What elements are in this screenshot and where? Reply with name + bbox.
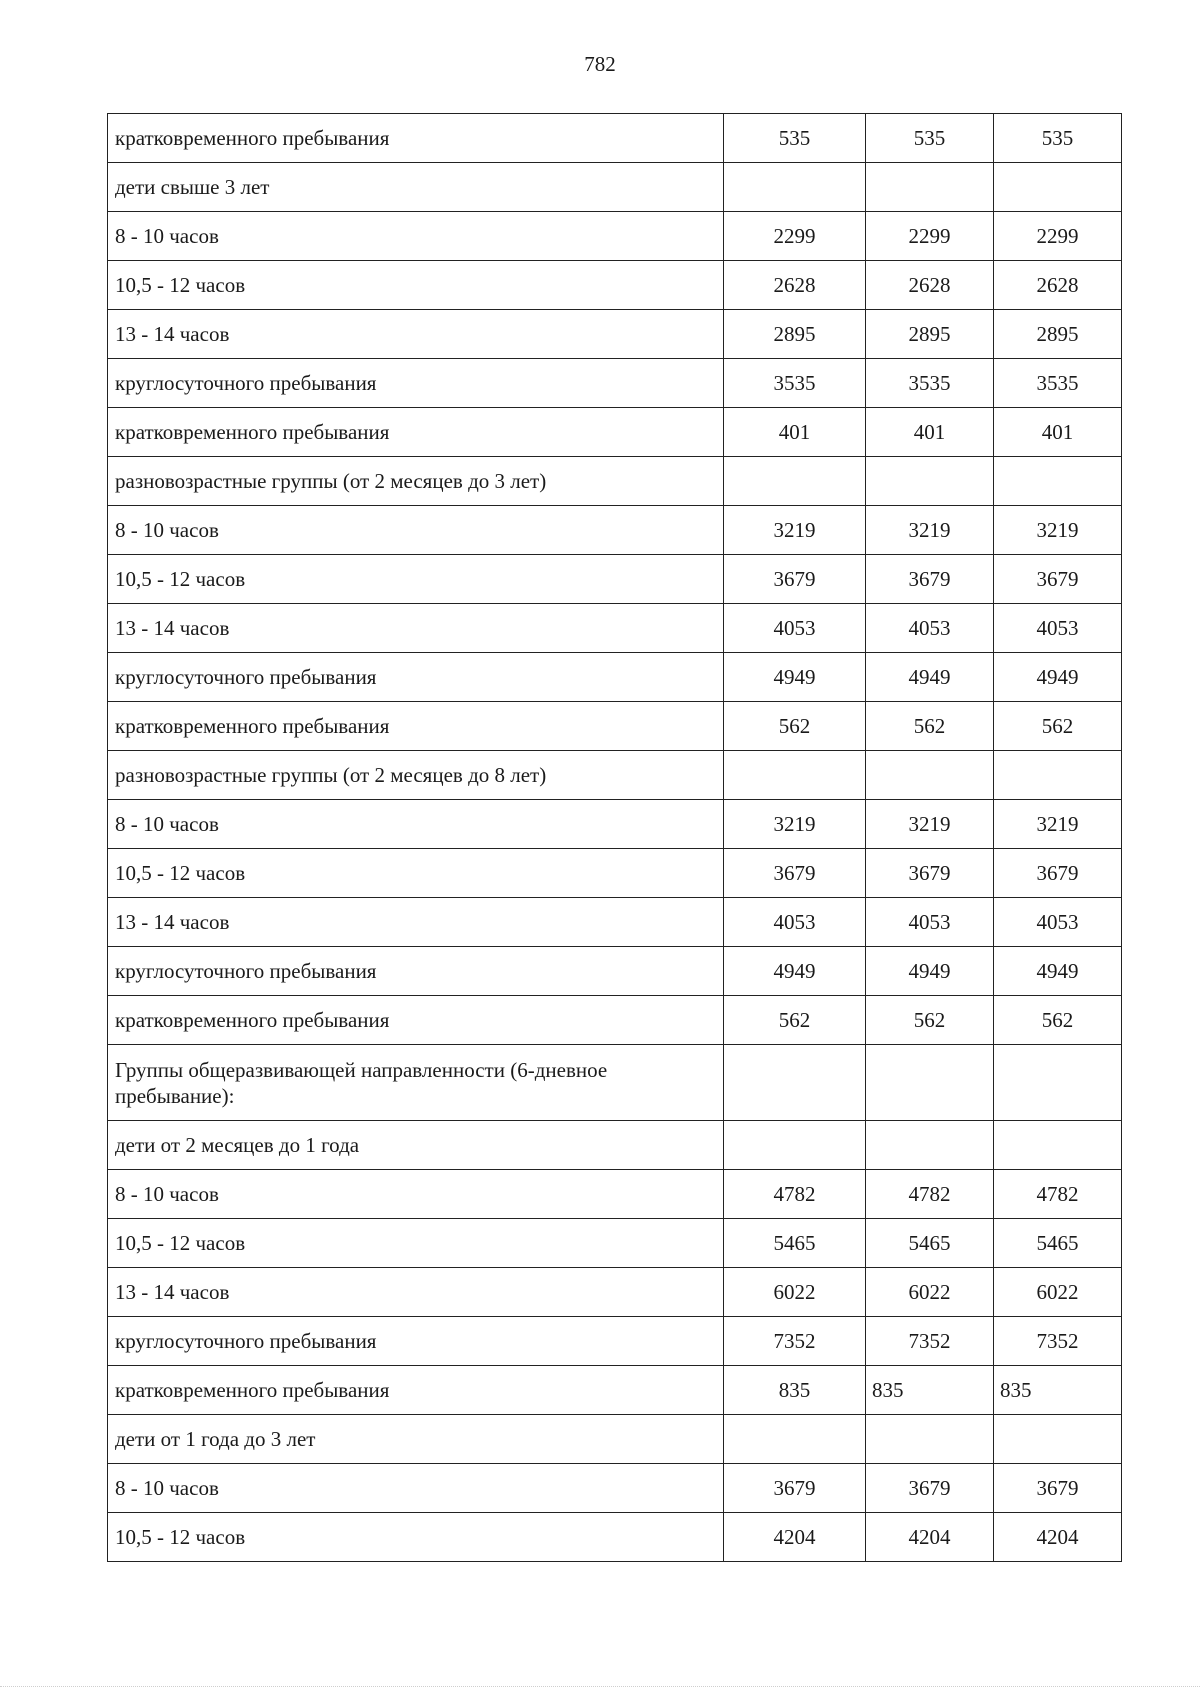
value-cell: 4053 <box>994 604 1122 653</box>
value-cell: 401 <box>724 408 866 457</box>
value-cell: 3679 <box>994 1464 1122 1513</box>
value-cell: 4949 <box>866 653 994 702</box>
value-cell: 401 <box>994 408 1122 457</box>
row-label: 13 - 14 часов <box>108 898 724 947</box>
row-label: 10,5 - 12 часов <box>108 555 724 604</box>
value-cell: 3535 <box>866 359 994 408</box>
table-row <box>108 1121 1122 1170</box>
table-row <box>108 653 1122 702</box>
table-row <box>108 849 1122 898</box>
value-cell: 562 <box>866 702 994 751</box>
value-cell <box>724 1415 866 1464</box>
table-row <box>108 310 1122 359</box>
value-cell: 4053 <box>724 604 866 653</box>
row-label: 8 - 10 часов <box>108 1170 724 1219</box>
page-number: 782 <box>584 52 616 76</box>
value-cell: 2895 <box>866 310 994 359</box>
value-cell: 4949 <box>994 653 1122 702</box>
value-cell: 2628 <box>994 261 1122 310</box>
value-cell: 562 <box>994 996 1122 1045</box>
value-cell: 535 <box>994 114 1122 163</box>
value-cell: 3219 <box>994 800 1122 849</box>
value-cell: 3679 <box>866 849 994 898</box>
table-row <box>108 1317 1122 1366</box>
value-cell: 7352 <box>866 1317 994 1366</box>
table-row <box>108 1045 1122 1121</box>
row-label: дети от 2 месяцев до 1 года <box>108 1121 724 1170</box>
table-row <box>108 163 1122 212</box>
value-cell: 2299 <box>724 212 866 261</box>
value-cell: 3679 <box>724 849 866 898</box>
table-row <box>108 1464 1122 1513</box>
value-cell: 4782 <box>994 1170 1122 1219</box>
value-cell: 6022 <box>724 1268 866 1317</box>
row-label: круглосуточного пребывания <box>108 947 724 996</box>
value-cell <box>866 163 994 212</box>
value-cell: 835 <box>994 1366 1122 1415</box>
table-row <box>108 114 1122 163</box>
value-cell <box>866 1045 994 1121</box>
value-cell: 4949 <box>866 947 994 996</box>
row-label: кратковременного пребывания <box>108 996 724 1045</box>
table-row <box>108 555 1122 604</box>
value-cell <box>994 1121 1122 1170</box>
table-row <box>108 212 1122 261</box>
table-row <box>108 800 1122 849</box>
value-cell: 535 <box>866 114 994 163</box>
value-cell: 3535 <box>724 359 866 408</box>
row-label: круглосуточного пребывания <box>108 1317 724 1366</box>
value-cell <box>866 1121 994 1170</box>
row-label: дети свыше 3 лет <box>108 163 724 212</box>
row-label: кратковременного пребывания <box>108 114 724 163</box>
value-cell: 4204 <box>866 1513 994 1562</box>
value-cell: 6022 <box>994 1268 1122 1317</box>
value-cell <box>866 457 994 506</box>
row-label: кратковременного пребывания <box>108 702 724 751</box>
value-cell: 3679 <box>994 849 1122 898</box>
value-cell <box>866 1415 994 1464</box>
table-row <box>108 702 1122 751</box>
value-cell <box>724 457 866 506</box>
value-cell <box>994 1045 1122 1121</box>
row-label: кратковременного пребывания <box>108 408 724 457</box>
table-row <box>108 457 1122 506</box>
value-cell: 835 <box>866 1366 994 1415</box>
value-cell: 562 <box>994 702 1122 751</box>
value-cell <box>994 751 1122 800</box>
value-cell: 4949 <box>724 947 866 996</box>
table-row <box>108 947 1122 996</box>
value-cell <box>724 1045 866 1121</box>
row-label: Группы общеразвивающей направленности (6-дневное пребывание): <box>108 1045 724 1121</box>
value-cell: 562 <box>866 996 994 1045</box>
value-cell <box>866 751 994 800</box>
value-cell: 2299 <box>866 212 994 261</box>
value-cell: 4053 <box>724 898 866 947</box>
value-cell: 4053 <box>866 604 994 653</box>
row-label: кратковременного пребывания <box>108 1366 724 1415</box>
value-cell <box>724 751 866 800</box>
row-label: 10,5 - 12 часов <box>108 849 724 898</box>
row-label: 13 - 14 часов <box>108 604 724 653</box>
value-cell: 2299 <box>994 212 1122 261</box>
page-bottom-divider <box>0 1686 1200 1687</box>
value-cell: 2628 <box>866 261 994 310</box>
table-row <box>108 1415 1122 1464</box>
value-cell: 6022 <box>866 1268 994 1317</box>
value-cell: 2628 <box>724 261 866 310</box>
table-row <box>108 359 1122 408</box>
table-row <box>108 1219 1122 1268</box>
row-label: 8 - 10 часов <box>108 506 724 555</box>
value-cell: 3219 <box>866 800 994 849</box>
table-row <box>108 604 1122 653</box>
value-cell: 4204 <box>724 1513 866 1562</box>
value-cell: 5465 <box>724 1219 866 1268</box>
row-label: дети от 1 года до 3 лет <box>108 1415 724 1464</box>
table-row <box>108 898 1122 947</box>
value-cell: 3535 <box>994 359 1122 408</box>
value-cell: 562 <box>724 702 866 751</box>
value-cell: 5465 <box>994 1219 1122 1268</box>
value-cell: 2895 <box>994 310 1122 359</box>
row-label: 8 - 10 часов <box>108 212 724 261</box>
row-label: 8 - 10 часов <box>108 800 724 849</box>
value-cell: 4053 <box>866 898 994 947</box>
row-label: круглосуточного пребывания <box>108 653 724 702</box>
value-cell: 4949 <box>994 947 1122 996</box>
row-label: 13 - 14 часов <box>108 1268 724 1317</box>
value-cell: 3679 <box>994 555 1122 604</box>
row-label: круглосуточного пребывания <box>108 359 724 408</box>
value-cell: 835 <box>724 1366 866 1415</box>
value-cell: 4782 <box>866 1170 994 1219</box>
value-cell <box>994 163 1122 212</box>
table-row <box>108 506 1122 555</box>
tariff-table <box>107 113 1122 1562</box>
value-cell: 7352 <box>724 1317 866 1366</box>
value-cell: 562 <box>724 996 866 1045</box>
table-row <box>108 996 1122 1045</box>
value-cell: 4949 <box>724 653 866 702</box>
value-cell: 535 <box>724 114 866 163</box>
row-label: разновозрастные группы (от 2 месяцев до 8 лет) <box>108 751 724 800</box>
value-cell: 3679 <box>724 555 866 604</box>
value-cell <box>994 1415 1122 1464</box>
table-row <box>108 1170 1122 1219</box>
value-cell: 4204 <box>994 1513 1122 1562</box>
row-label: 10,5 - 12 часов <box>108 261 724 310</box>
value-cell: 5465 <box>866 1219 994 1268</box>
value-cell: 3219 <box>994 506 1122 555</box>
table-row <box>108 261 1122 310</box>
table-row <box>108 751 1122 800</box>
value-cell: 4782 <box>724 1170 866 1219</box>
table-row <box>108 1366 1122 1415</box>
row-label: разновозрастные группы (от 2 месяцев до 3 лет) <box>108 457 724 506</box>
value-cell: 3219 <box>724 506 866 555</box>
value-cell: 401 <box>866 408 994 457</box>
value-cell: 3679 <box>724 1464 866 1513</box>
row-label: 8 - 10 часов <box>108 1464 724 1513</box>
value-cell: 3679 <box>866 555 994 604</box>
row-label: 10,5 - 12 часов <box>108 1513 724 1562</box>
value-cell <box>724 1121 866 1170</box>
value-cell: 3219 <box>866 506 994 555</box>
row-label: 10,5 - 12 часов <box>108 1219 724 1268</box>
value-cell <box>724 163 866 212</box>
value-cell: 7352 <box>994 1317 1122 1366</box>
table-row <box>108 1513 1122 1562</box>
value-cell <box>994 457 1122 506</box>
value-cell: 2895 <box>724 310 866 359</box>
value-cell: 4053 <box>994 898 1122 947</box>
value-cell: 3679 <box>866 1464 994 1513</box>
value-cell: 3219 <box>724 800 866 849</box>
table-row <box>108 408 1122 457</box>
table-row <box>108 1268 1122 1317</box>
row-label: 13 - 14 часов <box>108 310 724 359</box>
